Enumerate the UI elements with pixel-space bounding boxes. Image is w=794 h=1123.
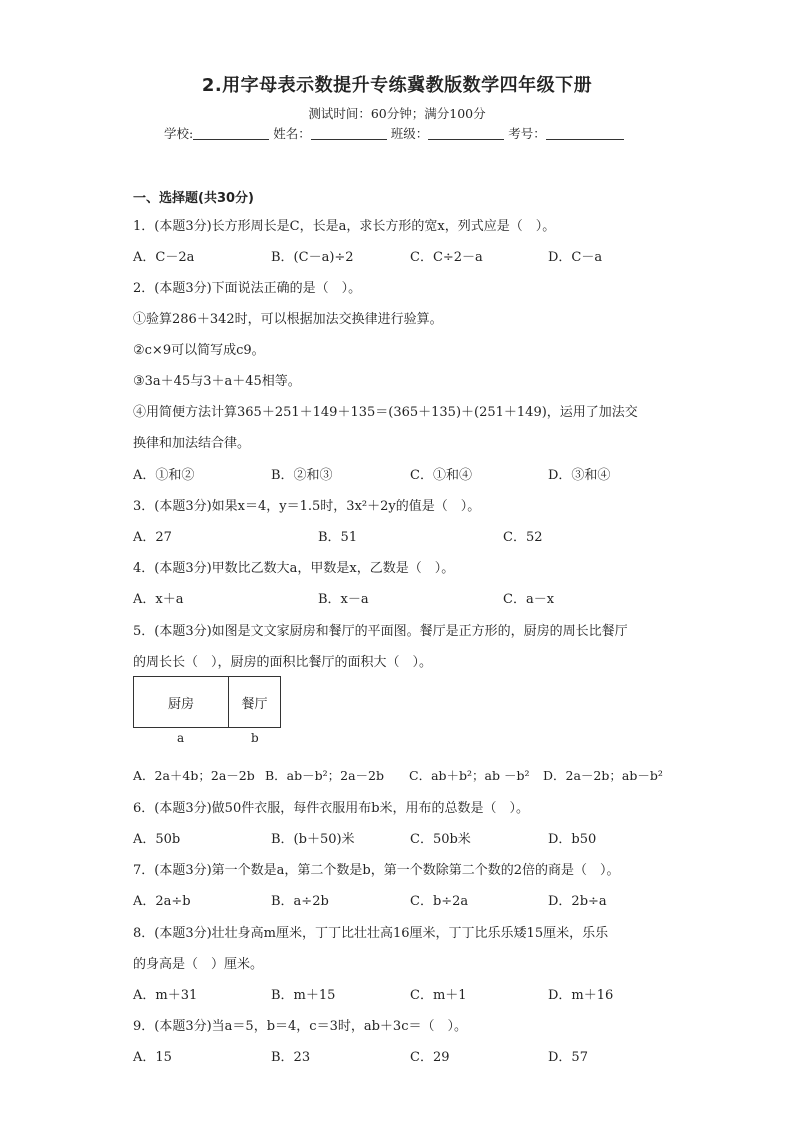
q4-option-c: C．a－x	[503, 592, 555, 607]
q7-option-c: C．b÷2a	[410, 894, 469, 909]
q2-statement-4: ④用简便方法计算365＋251＋149＋135＝(365＋135)＋(251＋149)，运用了加法交	[133, 405, 638, 420]
school-field[interactable]	[193, 126, 269, 140]
dimension-a-label: a	[177, 731, 185, 745]
dining-box	[228, 676, 281, 728]
q5-option-a: A．2a＋4b；2a－2b	[133, 768, 255, 783]
q8-option-d: D．m＋16	[548, 988, 614, 1003]
question-5-stem: 5．(本题3分)如图是文文家厨房和餐厅的平面图。餐厅是正方形的，厨房的周长比餐厅	[133, 624, 628, 639]
q2-option-a: A．①和②	[133, 468, 195, 483]
q7-option-d: D．2b÷a	[548, 894, 607, 909]
dimension-b-label: b	[251, 731, 259, 745]
kitchen-box	[133, 676, 229, 728]
class-label: 班级：	[390, 126, 429, 141]
q6-option-a: A．50b	[133, 832, 181, 847]
question-2-stem: 2．(本题3分)下面说法正确的是（ ）。	[133, 281, 362, 296]
q1-option-d: D．C－a	[548, 250, 603, 265]
section-heading: 一、选择题(共30分)	[133, 191, 254, 206]
q7-option-b: B．a÷2b	[271, 894, 329, 909]
school-label: 学校:	[164, 126, 194, 141]
q1-option-b: B．(C－a)÷2	[271, 250, 354, 265]
question-4-stem: 4．(本题3分)甲数比乙数大a，甲数是x，乙数是（ ）。	[133, 561, 455, 576]
question-5-stem-cont: 的周长长（ ），厨房的面积比餐厅的面积大（ ）。	[133, 655, 433, 670]
q3-option-a: A．27	[133, 530, 172, 545]
q2-statement-3: ③3a＋45与3＋a＋45相等。	[133, 374, 301, 389]
q2-option-c: C．①和④	[410, 468, 472, 483]
q6-option-d: D．b50	[548, 832, 597, 847]
exam-no-label: 考号：	[508, 126, 546, 141]
q6-option-b: B．(b＋50)米	[271, 832, 355, 847]
question-3-stem: 3．(本题3分)如果x＝4，y＝1.5时，3x²＋2y的值是（ ）。	[133, 499, 481, 514]
q8-option-a: A．m＋31	[133, 988, 198, 1003]
q2-option-b: B．②和③	[271, 468, 333, 483]
q5-option-d: D．2a－2b；ab－b²	[543, 768, 663, 783]
student-info-row	[164, 124, 624, 142]
class-field[interactable]	[428, 126, 504, 140]
name-label: 姓名：	[273, 126, 311, 141]
q6-option-c: C．50b米	[410, 832, 471, 847]
q1-option-c: C．C÷2－a	[410, 250, 483, 265]
q3-option-c: C．52	[503, 530, 543, 545]
kitchen-label: 厨房	[167, 696, 194, 712]
q9-option-b: B．23	[271, 1050, 311, 1065]
q3-option-b: B．51	[318, 530, 358, 545]
exam-no-field[interactable]	[546, 126, 624, 140]
q4-option-a: A．x＋a	[133, 592, 184, 607]
test-info: 测试时间：60分钟；满分100分	[308, 106, 486, 121]
question-6-stem: 6．(本题3分)做50件衣服，每件衣服用布b米，用布的总数是（ ）。	[133, 801, 530, 816]
q5-option-c: C．ab＋b²；ab －b²	[409, 768, 530, 783]
question-1-stem: 1．(本题3分)长方形周长是C，长是a，求长方形的宽x，列式应是（ ）。	[133, 219, 556, 234]
q2-statement-2: ②c×9可以简写成c9。	[133, 343, 265, 358]
q2-statement-4-cont: 换律和加法结合律。	[133, 436, 251, 451]
question-7-stem: 7．(本题3分)第一个数是a，第二个数是b，第一个数除第二个数的2倍的商是（ ）。	[133, 863, 620, 878]
q9-option-c: C．29	[410, 1050, 450, 1065]
q5-option-b: B．ab－b²；2a－2b	[265, 768, 385, 783]
q2-statement-1: ①验算286＋342时，可以根据加法交换律进行验算。	[133, 312, 443, 327]
question-8-stem-cont: 的身高是（ ）厘米。	[133, 957, 264, 972]
page-title: 2.用字母表示数提升专练冀教版数学四年级下册	[201, 75, 593, 96]
q9-option-d: D．57	[548, 1050, 588, 1065]
name-field[interactable]	[311, 126, 387, 140]
question-8-stem: 8．(本题3分)壮壮身高m厘米，丁丁比壮壮高16厘米，丁丁比乐乐矮15厘米，乐乐	[133, 926, 609, 941]
q4-option-b: B．x－a	[318, 592, 369, 607]
q1-option-a: A．C－2a	[133, 250, 195, 265]
question-9-stem: 9．(本题3分)当a＝5，b＝4，c＝3时，ab＋3c＝（ ）。	[133, 1019, 467, 1034]
q8-option-c: C．m＋1	[410, 988, 467, 1003]
dining-label: 餐厅	[241, 696, 268, 712]
q8-option-b: B．m＋15	[271, 988, 336, 1003]
q7-option-a: A．2a÷b	[133, 894, 191, 909]
q2-option-d: D．③和④	[548, 468, 611, 483]
q9-option-a: A．15	[133, 1050, 172, 1065]
